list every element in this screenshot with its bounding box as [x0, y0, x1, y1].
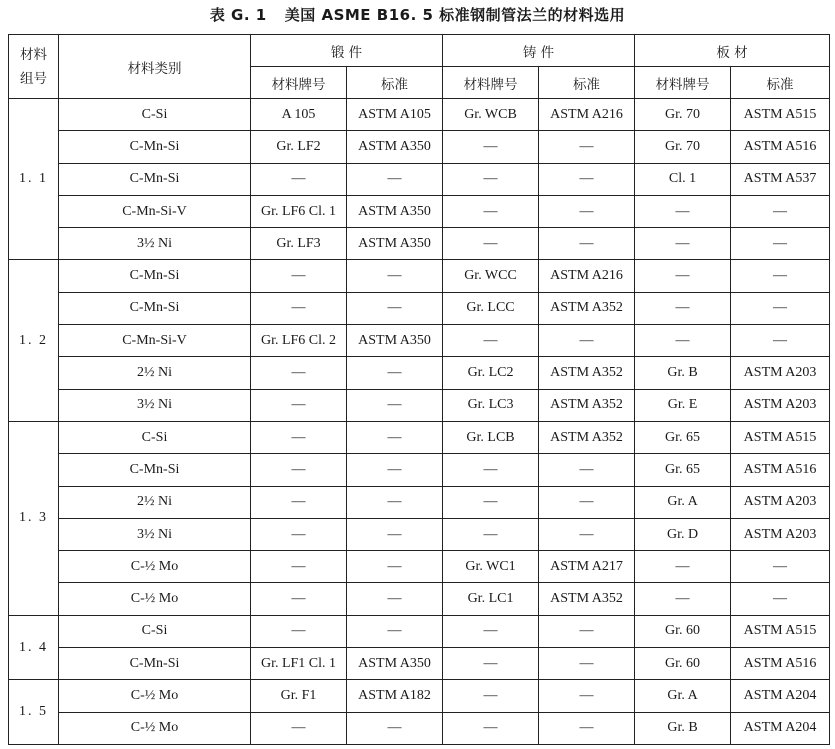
casting-grade-cell: —	[443, 712, 539, 744]
forging-standard-cell: —	[347, 389, 443, 421]
forging-standard-cell: ASTM A350	[347, 325, 443, 357]
plate-grade-cell: —	[635, 325, 731, 357]
casting-standard-cell: —	[539, 163, 635, 195]
plate-standard-cell: —	[731, 583, 830, 615]
plate-standard-cell: —	[731, 325, 830, 357]
casting-grade-cell: —	[443, 163, 539, 195]
casting-standard-cell: —	[539, 648, 635, 680]
forging-standard-cell: —	[347, 486, 443, 518]
casting-grade-cell: —	[443, 615, 539, 647]
forging-grade-cell: —	[251, 551, 347, 583]
forging-grade-cell: —	[251, 486, 347, 518]
plate-standard-cell: ASTM A204	[731, 680, 830, 712]
table-row	[9, 551, 830, 583]
category-cell: 2½ Ni	[59, 357, 251, 389]
forging-grade-cell: Gr. LF6 Cl. 2	[251, 325, 347, 357]
plate-standard-cell: —	[731, 260, 830, 292]
forging-grade-cell: —	[251, 421, 347, 453]
casting-standard-cell: —	[539, 228, 635, 260]
forging-grade-cell: —	[251, 260, 347, 292]
plate-grade-cell: —	[635, 292, 731, 324]
header-plate-standard: 标准	[731, 67, 830, 99]
plate-grade-cell: Gr. A	[635, 486, 731, 518]
casting-standard-cell: —	[539, 131, 635, 163]
table-row	[9, 583, 830, 615]
plate-standard-cell: ASTM A203	[731, 518, 830, 550]
table-row	[9, 454, 830, 486]
forging-standard-cell: —	[347, 163, 443, 195]
plate-standard-cell: ASTM A203	[731, 357, 830, 389]
group-number-cell: 1. 3	[9, 421, 59, 615]
forging-grade-cell: —	[251, 454, 347, 486]
category-cell: C-½ Mo	[59, 551, 251, 583]
plate-grade-cell: Gr. D	[635, 518, 731, 550]
casting-standard-cell: ASTM A216	[539, 99, 635, 131]
plate-grade-cell: Gr. E	[635, 389, 731, 421]
forging-grade-cell: —	[251, 583, 347, 615]
forging-standard-cell: ASTM A182	[347, 680, 443, 712]
casting-standard-cell: —	[539, 615, 635, 647]
header-forging: 锻 件	[251, 35, 443, 67]
table-row	[9, 131, 830, 163]
casting-standard-cell: —	[539, 518, 635, 550]
casting-grade-cell: —	[443, 325, 539, 357]
forging-standard-cell: —	[347, 421, 443, 453]
forging-grade-cell: A 105	[251, 99, 347, 131]
plate-standard-cell: ASTM A516	[731, 131, 830, 163]
forging-standard-cell: —	[347, 712, 443, 744]
forging-grade-cell: Gr. LF3	[251, 228, 347, 260]
casting-grade-cell: Gr. LC2	[443, 357, 539, 389]
category-cell: 2½ Ni	[59, 486, 251, 518]
material-table	[8, 34, 830, 745]
group-number-cell: 1. 4	[9, 615, 59, 680]
category-cell: C-Si	[59, 99, 251, 131]
table-row	[9, 195, 830, 227]
casting-standard-cell: ASTM A352	[539, 421, 635, 453]
group-number-cell: 1. 5	[9, 680, 59, 745]
casting-standard-cell: ASTM A352	[539, 292, 635, 324]
plate-standard-cell: —	[731, 195, 830, 227]
plate-grade-cell: —	[635, 195, 731, 227]
header-forging-grade: 材料牌号	[251, 67, 347, 99]
group-number-cell: 1. 2	[9, 260, 59, 421]
header-casting: 铸 件	[443, 35, 635, 67]
category-cell: C-Mn-Si-V	[59, 195, 251, 227]
plate-grade-cell: Gr. 65	[635, 421, 731, 453]
header-category: 材料类别	[59, 35, 251, 99]
casting-standard-cell: ASTM A352	[539, 583, 635, 615]
table-row	[9, 648, 830, 680]
plate-grade-cell: Gr. B	[635, 712, 731, 744]
header-group: 材料组号	[9, 35, 59, 99]
table-row	[9, 163, 830, 195]
forging-standard-cell: ASTM A350	[347, 195, 443, 227]
forging-grade-cell: —	[251, 518, 347, 550]
forging-grade-cell: —	[251, 357, 347, 389]
casting-grade-cell: —	[443, 486, 539, 518]
casting-standard-cell: —	[539, 195, 635, 227]
plate-standard-cell: —	[731, 551, 830, 583]
forging-standard-cell: —	[347, 260, 443, 292]
plate-grade-cell: Gr. 70	[635, 131, 731, 163]
table-row	[9, 325, 830, 357]
plate-standard-cell: ASTM A516	[731, 648, 830, 680]
header-plate-grade: 材料牌号	[635, 67, 731, 99]
category-cell: C-Si	[59, 615, 251, 647]
table-row	[9, 260, 830, 292]
plate-standard-cell: ASTM A516	[731, 454, 830, 486]
forging-standard-cell: —	[347, 454, 443, 486]
category-cell: C-½ Mo	[59, 583, 251, 615]
casting-grade-cell: Gr. WCB	[443, 99, 539, 131]
forging-standard-cell: —	[347, 583, 443, 615]
category-cell: C-½ Mo	[59, 680, 251, 712]
casting-standard-cell: —	[539, 712, 635, 744]
category-cell: C-Mn-Si	[59, 260, 251, 292]
plate-grade-cell: —	[635, 583, 731, 615]
casting-grade-cell: Gr. LC1	[443, 583, 539, 615]
forging-grade-cell: —	[251, 163, 347, 195]
plate-grade-cell: —	[635, 228, 731, 260]
plate-grade-cell: —	[635, 551, 731, 583]
casting-grade-cell: —	[443, 131, 539, 163]
casting-grade-cell: —	[443, 195, 539, 227]
plate-standard-cell: ASTM A203	[731, 486, 830, 518]
plate-standard-cell: ASTM A203	[731, 389, 830, 421]
table-row	[9, 518, 830, 550]
casting-grade-cell: —	[443, 680, 539, 712]
category-cell: C-Mn-Si	[59, 163, 251, 195]
table-row	[9, 486, 830, 518]
category-cell: C-Mn-Si-V	[59, 325, 251, 357]
table-row	[9, 228, 830, 260]
plate-grade-cell: Gr. 60	[635, 615, 731, 647]
casting-standard-cell: ASTM A217	[539, 551, 635, 583]
casting-grade-cell: —	[443, 648, 539, 680]
category-cell: 3½ Ni	[59, 518, 251, 550]
category-cell: C-Mn-Si	[59, 131, 251, 163]
forging-grade-cell: —	[251, 615, 347, 647]
category-cell: C-Mn-Si	[59, 292, 251, 324]
category-cell: C-Si	[59, 421, 251, 453]
table-caption: 美国 ASME B16. 5 标准钢制管法兰的材料选用	[284, 6, 626, 24]
forging-grade-cell: Gr. LF1 Cl. 1	[251, 648, 347, 680]
casting-grade-cell: Gr. LC3	[443, 389, 539, 421]
forging-grade-cell: Gr. LF6 Cl. 1	[251, 195, 347, 227]
casting-grade-cell: Gr. LCB	[443, 421, 539, 453]
forging-standard-cell: —	[347, 551, 443, 583]
header-plate: 板 材	[635, 35, 830, 67]
casting-grade-cell: Gr. LCC	[443, 292, 539, 324]
header-casting-grade: 材料牌号	[443, 67, 539, 99]
casting-standard-cell: ASTM A216	[539, 260, 635, 292]
plate-grade-cell: Cl. 1	[635, 163, 731, 195]
plate-grade-cell: Gr. A	[635, 680, 731, 712]
header-casting-standard: 标准	[539, 67, 635, 99]
forging-standard-cell: ASTM A350	[347, 228, 443, 260]
plate-grade-cell: Gr. 65	[635, 454, 731, 486]
category-cell: C-½ Mo	[59, 712, 251, 744]
plate-standard-cell: ASTM A515	[731, 615, 830, 647]
plate-standard-cell: ASTM A204	[731, 712, 830, 744]
plate-standard-cell: —	[731, 292, 830, 324]
category-cell: C-Mn-Si	[59, 454, 251, 486]
table-title	[0, 4, 835, 25]
plate-grade-cell: Gr. B	[635, 357, 731, 389]
forging-standard-cell: ASTM A350	[347, 648, 443, 680]
forging-standard-cell: —	[347, 357, 443, 389]
forging-standard-cell: —	[347, 518, 443, 550]
casting-standard-cell: ASTM A352	[539, 389, 635, 421]
table-number: 表 G. 1	[209, 6, 267, 24]
forging-grade-cell: —	[251, 292, 347, 324]
plate-standard-cell: ASTM A537	[731, 163, 830, 195]
casting-standard-cell: ASTM A352	[539, 357, 635, 389]
plate-standard-cell: ASTM A515	[731, 421, 830, 453]
forging-standard-cell: ASTM A105	[347, 99, 443, 131]
forging-standard-cell: —	[347, 292, 443, 324]
table-row	[9, 389, 830, 421]
casting-grade-cell: —	[443, 518, 539, 550]
casting-standard-cell: —	[539, 325, 635, 357]
category-cell: 3½ Ni	[59, 389, 251, 421]
plate-standard-cell: —	[731, 228, 830, 260]
table-row	[9, 421, 830, 453]
table-row	[9, 712, 830, 744]
forging-grade-cell: —	[251, 389, 347, 421]
casting-standard-cell: —	[539, 454, 635, 486]
plate-grade-cell: —	[635, 260, 731, 292]
table-row	[9, 615, 830, 647]
category-cell: 3½ Ni	[59, 228, 251, 260]
plate-standard-cell: ASTM A515	[731, 99, 830, 131]
forging-standard-cell: ASTM A350	[347, 131, 443, 163]
casting-standard-cell: —	[539, 680, 635, 712]
category-cell: C-Mn-Si	[59, 648, 251, 680]
casting-grade-cell: Gr. WCC	[443, 260, 539, 292]
table-row	[9, 357, 830, 389]
forging-grade-cell: Gr. LF2	[251, 131, 347, 163]
table-body	[9, 99, 830, 745]
plate-grade-cell: Gr. 70	[635, 99, 731, 131]
forging-standard-cell: —	[347, 615, 443, 647]
casting-grade-cell: Gr. WC1	[443, 551, 539, 583]
forging-grade-cell: Gr. F1	[251, 680, 347, 712]
casting-grade-cell: —	[443, 454, 539, 486]
casting-standard-cell: —	[539, 486, 635, 518]
table-row	[9, 680, 830, 712]
casting-grade-cell: —	[443, 228, 539, 260]
group-number-cell: 1. 1	[9, 99, 59, 260]
header-forging-standard: 标准	[347, 67, 443, 99]
table-row	[9, 99, 830, 131]
table-row	[9, 292, 830, 324]
plate-grade-cell: Gr. 60	[635, 648, 731, 680]
forging-grade-cell: —	[251, 712, 347, 744]
